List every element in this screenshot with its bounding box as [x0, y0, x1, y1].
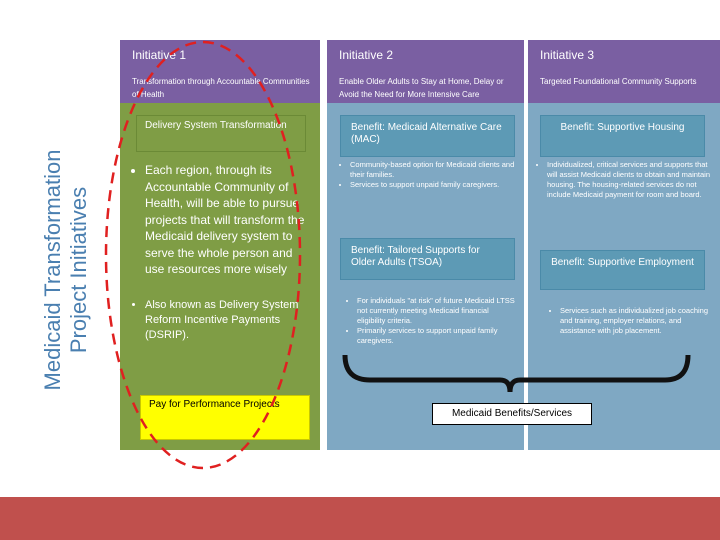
initiative-2-header: [327, 40, 524, 103]
supportive-housing-box: Benefit: Supportive Housing: [540, 115, 705, 157]
side-title: [40, 120, 120, 420]
initiative-3-header: [528, 40, 720, 103]
list-item: • Individualized, critical services and supports that will assist Medicaid clients to obtain and maintain housing. The housing-related services do not include Medicaid payment for room and board.: [547, 160, 715, 200]
tsoa-bullets: [345, 296, 515, 346]
tsoa-benefit-box: Benefit: Tailored Supports for Older Adults (TSOA): [340, 238, 515, 280]
initiative-1-header: [120, 40, 320, 103]
list-item: • Each region, through its Accountable Community of Health, will be able to pursue projects that will transform the Medicaid delivery system to serve the whole person and use resources more wisely: [145, 162, 315, 278]
initiative-2-subtitle: Enable Older Adults to Stay at Home, Delay or Avoid the Need for More Intensive Care: [339, 77, 504, 99]
pay-for-performance-box: Pay for Performance Projects: [140, 395, 310, 440]
list-item: • Services to support unpaid family caregivers.: [350, 180, 518, 190]
supportive-housing-bullets: [535, 160, 715, 200]
mac-benefit-box: Benefit: Medicaid Alternative Care (MAC): [340, 115, 515, 157]
initiative-1-subtitle: Transformation through Accountable Communities of Health: [132, 77, 310, 99]
list-item: • For individuals "at risk" of future Medicaid LTSS not currently meeting Medicaid financial eligibility criteria.: [357, 296, 515, 326]
initiative-1-bullets: [125, 162, 315, 363]
supportive-employment-bullets: [548, 306, 713, 336]
list-item: • Also known as Delivery System Reform Incentive Payments (DSRIP).: [145, 298, 315, 343]
initiative-3-subtitle: Targeted Foundational Community Supports: [540, 77, 697, 86]
delivery-system-box: Delivery System Transformation: [136, 115, 306, 152]
supportive-employment-box: Benefit: Supportive Employment: [540, 250, 705, 290]
footer-bar: [0, 497, 720, 540]
side-title-line2: Project Initiatives: [66, 186, 91, 354]
list-item: • Primarily services to support unpaid family caregivers.: [357, 326, 515, 346]
initiative-2-title: Initiative 2: [339, 48, 394, 62]
list-item: • Services such as individualized job coaching and training, employer relations, and assistance with job placement.: [560, 306, 713, 336]
list-item: • Community-based option for Medicaid clients and their families.: [350, 160, 518, 180]
initiative-1-title: Initiative 1: [132, 48, 187, 62]
initiative-3-title: Initiative 3: [540, 48, 595, 62]
medicaid-benefits-label: Medicaid Benefits/Services: [432, 403, 592, 425]
mac-bullets: [338, 160, 518, 190]
side-title-line1: Medicaid Transformation: [40, 149, 65, 391]
page-number: 9: [704, 485, 710, 496]
